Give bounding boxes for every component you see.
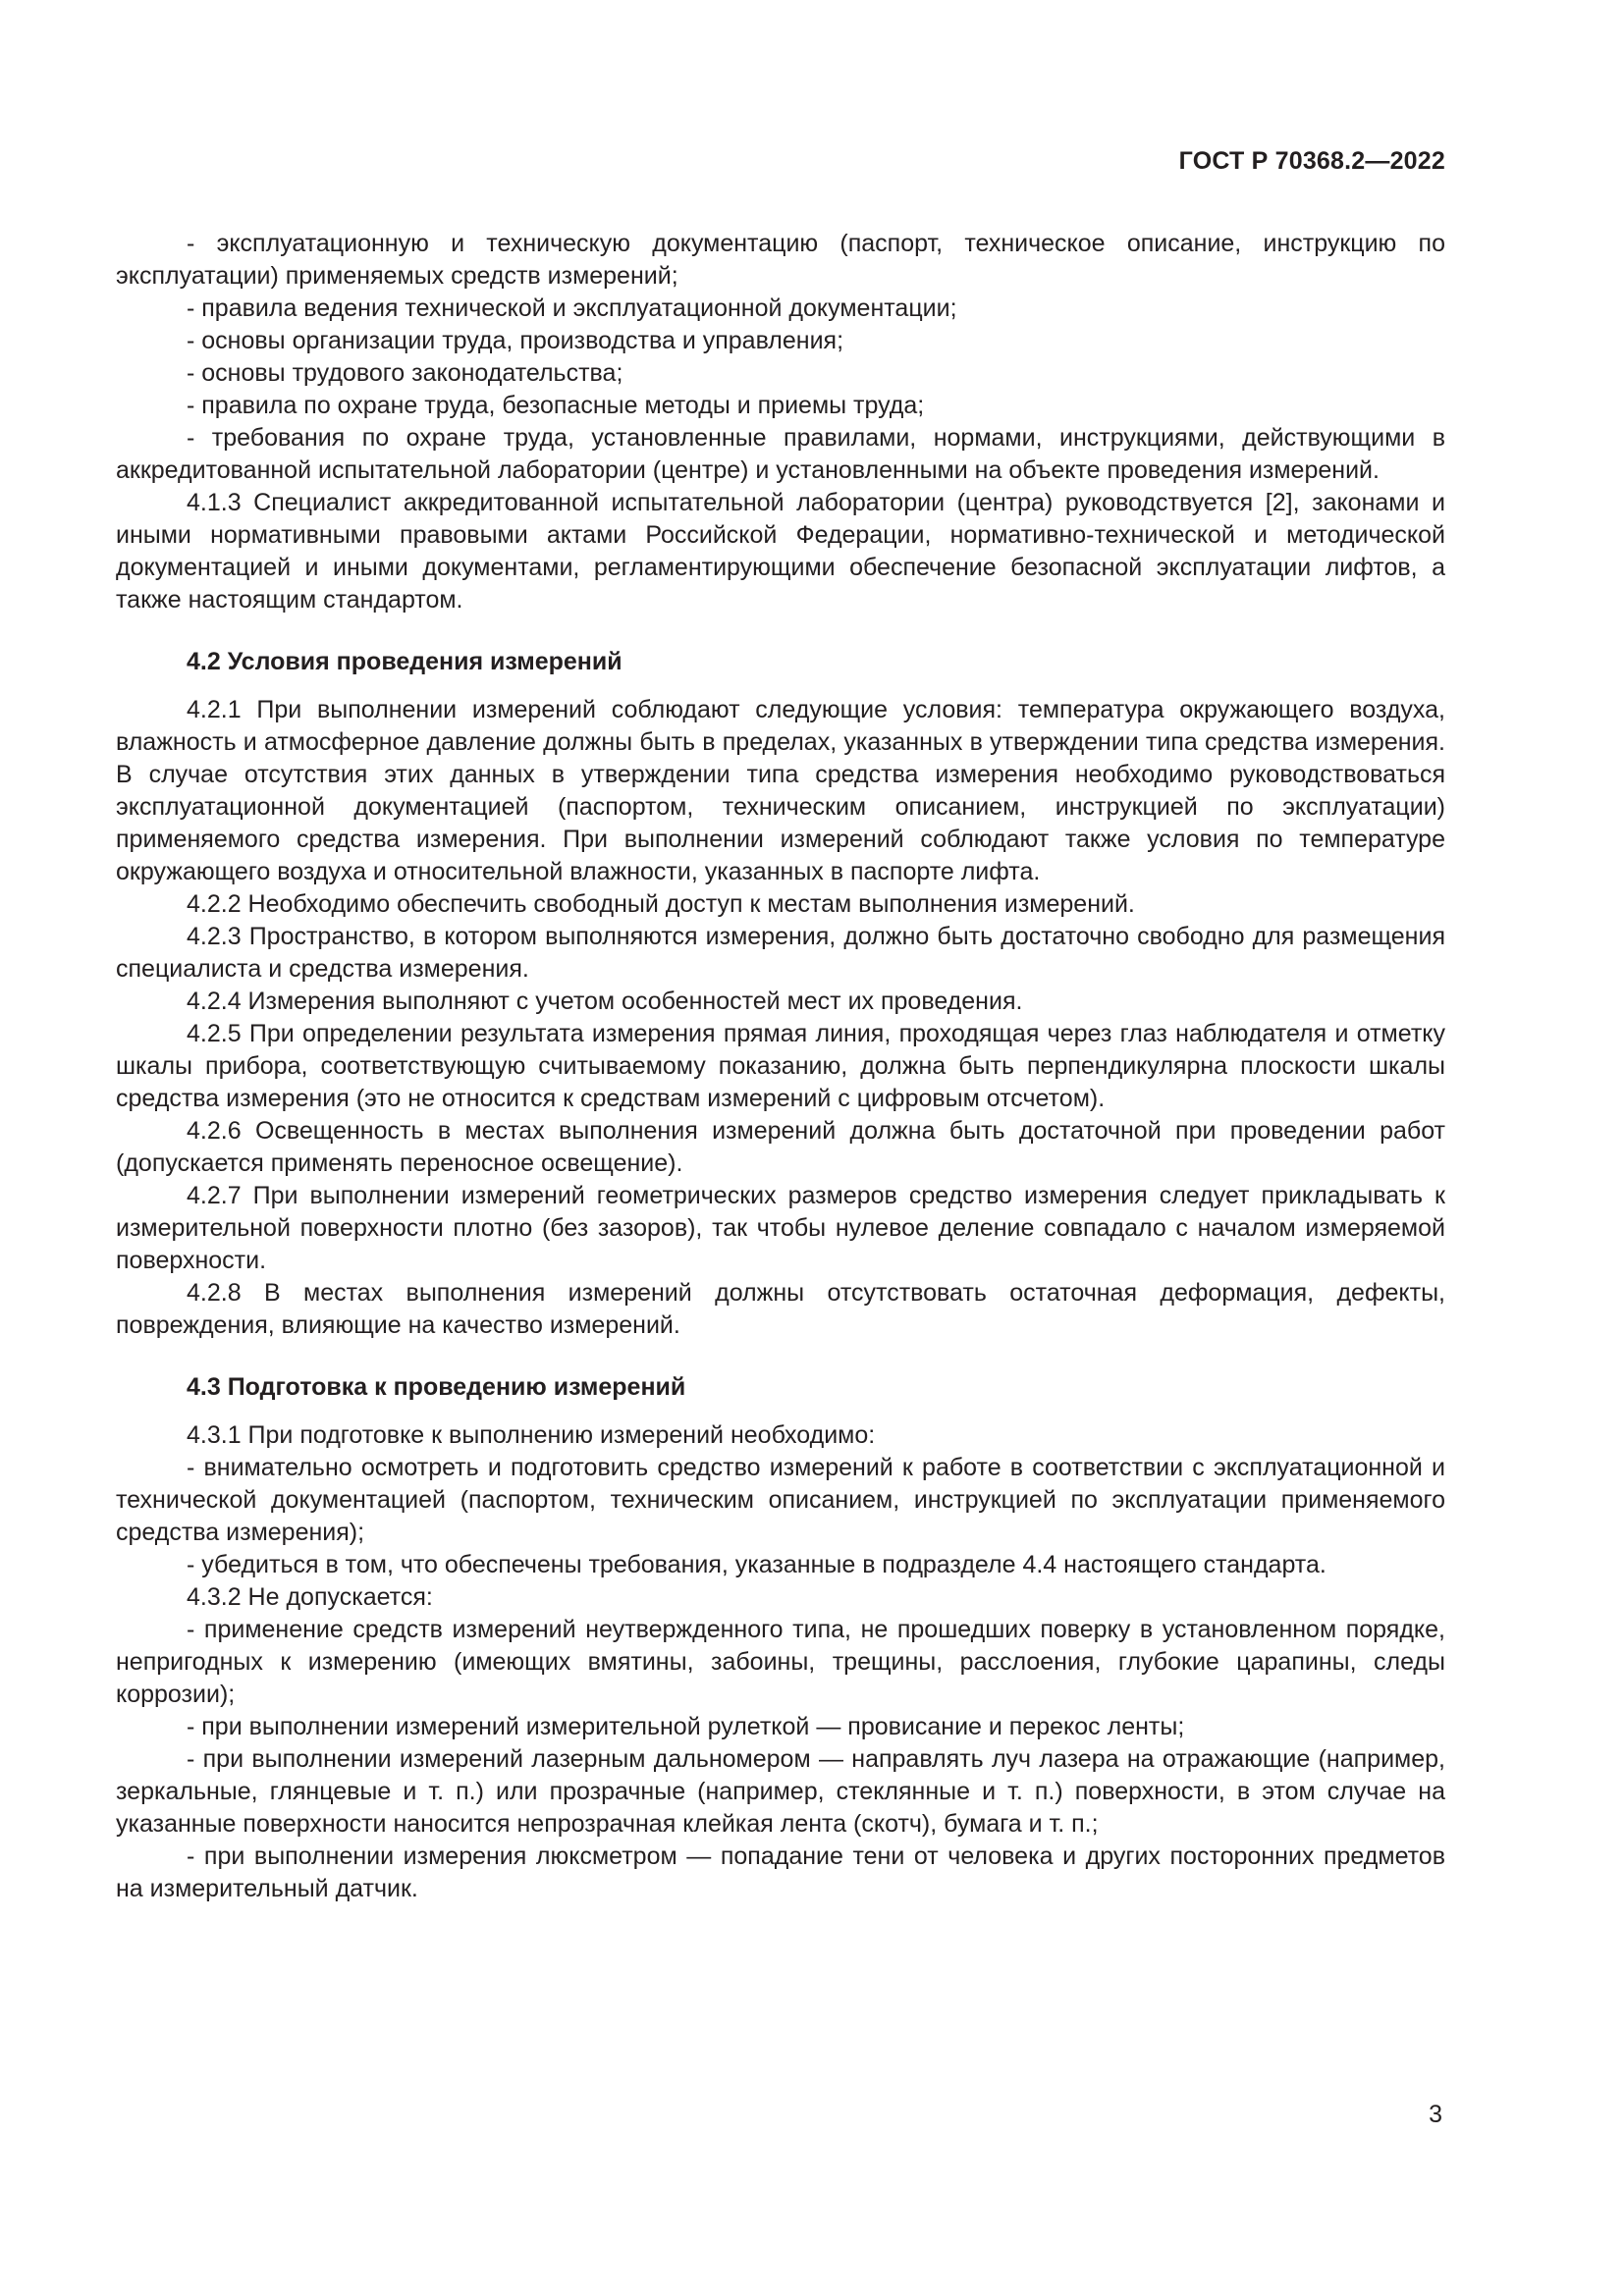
paragraph: - правила ведения технической и эксплуатационной документации; — [187, 294, 957, 322]
paragraph: - основы организации труда, производства и управления; — [187, 327, 844, 354]
paragraph: 4.2.2 Необходимо обеспечить свободный доступ к местам выполнения измерений. — [187, 890, 1135, 918]
paragraph: 4.2.6 Освещенность в местах выполнения измерений должна быть достаточной при проведении работ (допускается применять переносное освещение). — [116, 1117, 1445, 1177]
paragraph: 4.2.7 При выполнении измерений геометрических размеров средство измерения следует прикладывать к измерительной поверхности плотно (без зазоров), так чтобы нулевое деление совпадало с началом измеряемой поверхности. — [116, 1182, 1445, 1274]
paragraph: - внимательно осмотреть и подготовить средство измерений к работе в соответствии с эксплуатационной и технической документацией (паспортом, техническим описанием, инструкцией по эксплуатации применяемого средства измерения); — [116, 1454, 1445, 1546]
paragraph: 4.2.5 При определении результата измерения прямая линия, проходящая через глаз наблюдателя и отметку шкалы прибора, соответствующую считываемому показанию, должна быть перпендикулярна плоскости шкалы средства измерения (это не относится к средствам измерений с цифровым отсчетом). — [116, 1020, 1445, 1112]
paragraph: - правила по охране труда, безопасные методы и приемы труда; — [187, 392, 925, 419]
paragraph: - применение средств измерений неутвержденного типа, не прошедших поверку в установленном порядке, непригодных к измерению (имеющих вмятины, забоины, трещины, расслоения, глубокие царапины, следы коррозии); — [116, 1616, 1445, 1708]
paragraph: - при выполнении измерений измерительной рулеткой — провисание и перекос ленты; — [187, 1713, 1185, 1740]
paragraph: 4.2.4 Измерения выполняют с учетом особенностей мест их проведения. — [187, 988, 1023, 1015]
paragraph: 4.3.2 Не допускается: — [187, 1583, 433, 1611]
paragraph: - эксплуатационную и техническую документацию (паспорт, техническое описание, инструкцию по эксплуатации) применяемых средств измерений; — [116, 230, 1445, 290]
paragraph: - при выполнении измерений лазерным дальномером — направлять луч лазера на отражающие (например, зеркальные, глянцевые и т. п.) или прозрачные (например, стеклянные и т. п.) поверхности, в этом случае на указанные поверхности наносится непрозрачная клейкая лента (скотч), бумага и т. п.; — [116, 1745, 1445, 1838]
section-heading-4-3: 4.3 Подготовка к проведению измерений — [187, 1373, 686, 1401]
paragraph: 4.1.3 Специалист аккредитованной испытательной лаборатории (центра) руководствуется [2], законами и иными нормативными правовыми актами Российской Федерации, нормативно-технической и методической документацией и иными документами, регламентирующими обеспечение безопасной эксплуатации лифтов, а также настоящим стандартом. — [116, 489, 1445, 614]
document-id-header: ГОСТ Р 70368.2—2022 — [1178, 147, 1445, 175]
section-heading-4-2: 4.2 Условия проведения измерений — [187, 648, 623, 675]
paragraph: 4.2.8 В местах выполнения измерений должны отсутствовать остаточная деформация, дефекты, повреждения, влияющие на качество измерений. — [116, 1279, 1445, 1339]
paragraph: 4.2.3 Пространство, в котором выполняются измерения, должно быть достаточно свободно для размещения специалиста и средства измерения. — [116, 923, 1445, 983]
paragraph: - при выполнении измерения люксметром — попадание тени от человека и других посторонних предметов на измерительный датчик. — [116, 1842, 1445, 1902]
paragraph: - убедиться в том, что обеспечены требования, указанные в подразделе 4.4 настоящего стандарта. — [187, 1551, 1326, 1578]
page-number: 3 — [1429, 2101, 1442, 2128]
paragraph: 4.2.1 При выполнении измерений соблюдают следующие условия: температура окружающего воздуха, влажность и атмосферное давление должны быть в пределах, указанных в утверждении типа средства измерения. В случае отсутствия этих данных в утверждении типа средства измерения необходимо руководствоваться эксплуатационной документацией (паспортом, техническим описанием, инструкцией по эксплуатации) применяемого средства измерения. При выполнении измерений соблюдают также условия по температуре окружающего воздуха и относительной влажности, указанных в паспорте лифта. — [116, 696, 1445, 885]
paragraph: - основы трудового законодательства; — [187, 359, 623, 387]
paragraph: - требования по охране труда, установленные правилами, нормами, инструкциями, действующими в аккредитованной испытательной лаборатории (центре) и установленными на объекте проведения измерений. — [116, 424, 1445, 484]
document-body — [116, 228, 1445, 1905]
paragraph: 4.3.1 При подготовке к выполнению измерений необходимо: — [187, 1421, 876, 1449]
